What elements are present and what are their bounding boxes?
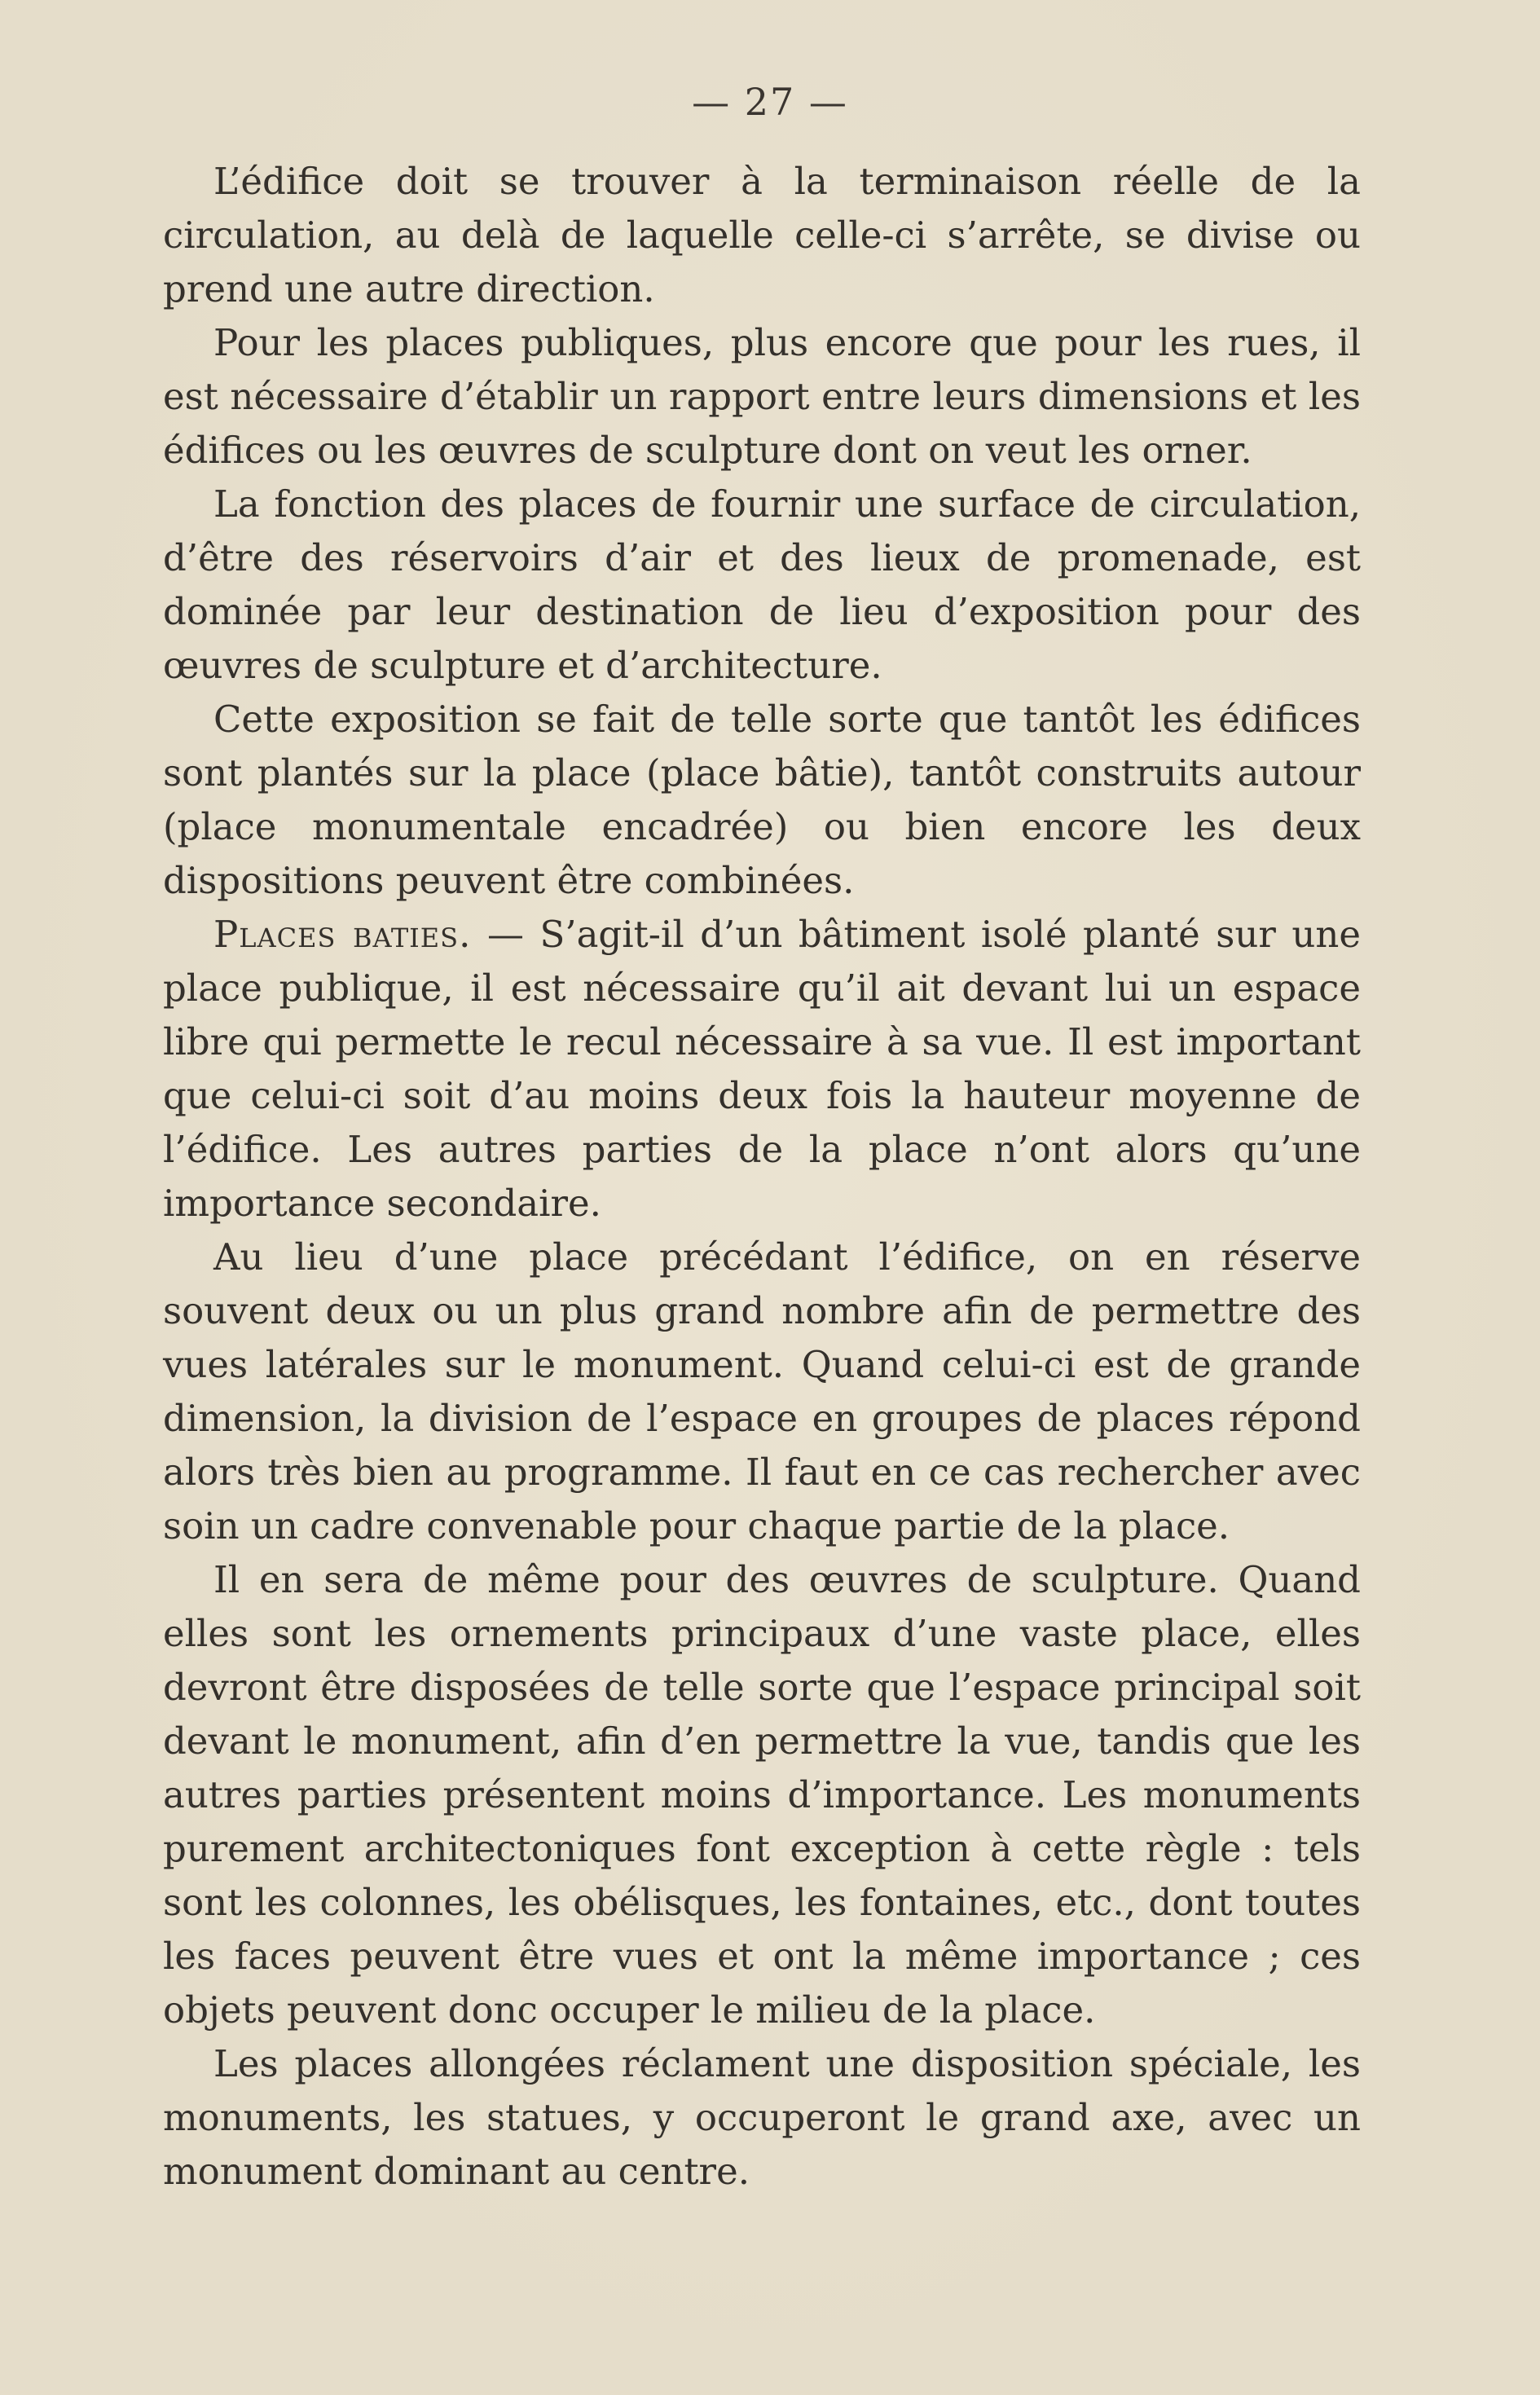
paragraph: Au lieu d’une place précédant l’édifice, on en réserve souvent deux ou un plus grand nombre afin de permettre des vues latérales sur le monument. Quand celui-ci est de grande dimension, la division de l’espace en groupes de places répond alors très bien au programme. Il faut en ce cas rechercher avec soin un cadre convenable pour chaque partie de la place.: [163, 1235, 1361, 1548]
paragraph: L’édifice doit se trouver à la terminaison réelle de la circulation, au delà de laquelle celle-ci s’arrête, se divise ou prend une autre direction.: [163, 160, 1361, 310]
paragraph: Les places allongées réclament une disposition spéciale, les monuments, les statues, y occuperont le grand axe, avec un monument dominant au centre.: [163, 2042, 1361, 2193]
page-number: — 27 —: [692, 80, 848, 124]
paragraph: La fonction des places de fournir une surface de circulation, d’être des réservoirs d’air et des lieux de promenade, est dominée par leur destination de lieu d’exposition pour des œuvres de sculpture et d’architecture.: [163, 482, 1361, 687]
paragraph: Cette exposition se fait de telle sorte que tantôt les édifices sont plantés sur la place (place bâtie), tantôt construits autour (place monumentale encadrée) ou bien encore les deux dispositions peuvent être combinées.: [163, 698, 1361, 902]
paragraph-places-baties: [163, 908, 1361, 1231]
paragraph: Il en sera de même pour des œuvres de sculpture. Quand elles sont les ornements principaux d’une vaste place, elles devront être disposées de telle sorte que l’espace principal soit devant le monument, afin d’en permettre la vue, tandis que les autres parties présentent moins d’importance. Les monuments purement architectoniques font exception à cette règle : tels sont les colonnes, les obélisques, les fontaines, etc., dont toutes les faces peuvent être vues et ont la même importance ; ces objets peuvent donc occuper le milieu de la place.: [163, 1558, 1361, 2032]
paragraph-text: — S’agit-il d’un bâtiment isolé planté sur une place publique, il est nécessaire qu’il ait devant lui un espace libre qui permette le recul nécessaire à sa vue. Il est important que celui-ci soit d’au moins deux fois la hauteur moyenne de l’édifice. Les autres parties de la place n’ont alors qu’une importance secondaire.: [163, 913, 1361, 1225]
section-heading: Places baties.: [213, 913, 472, 956]
paragraph: Pour les places publiques, plus encore que pour les rues, il est nécessaire d’établir un rapport entre leurs dimensions et les édifices ou les œuvres de sculpture dont on veut les orner.: [163, 321, 1361, 472]
body-text: [163, 155, 1361, 2199]
